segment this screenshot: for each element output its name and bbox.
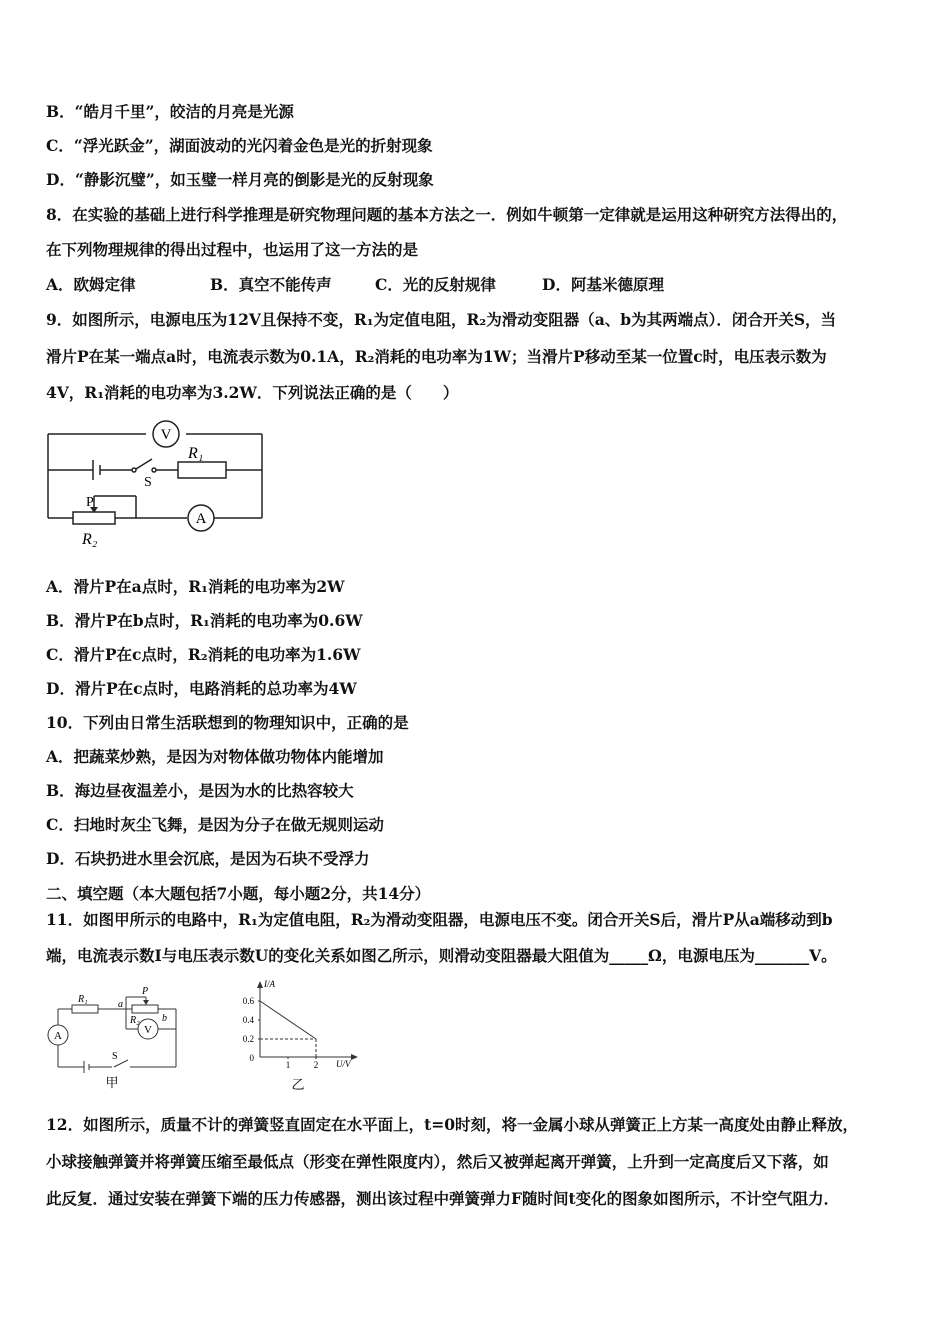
q10-option-d: D．石块扔进水里会沉底，是因为石块不受浮力 [46,849,370,868]
jia-r2-label: R₂ [130,1015,140,1026]
jia-ammeter-label: A [54,1030,62,1042]
section-header: 二、填空题（本大题包括7小题，每小题2分，共14分） [46,884,431,903]
yi-x-axis-label: U/V [336,1059,351,1069]
q10-stem: 10．下列由日常生活联想到的物理知识中，正确的是 [46,713,409,732]
q9-option-d: D．滑片P在c点时，电路消耗的总功率为4W [46,679,357,698]
q10-option-b: B．海边昼夜温差小，是因为水的比热容较大 [46,781,354,800]
jia-b-label: b [162,1013,167,1024]
jia-r1-label: R₁ [78,994,88,1005]
yi-xtick-2: 2 [313,1060,319,1070]
jia-a-label: a [118,999,123,1010]
yi-y-axis-label: I/A [264,979,275,989]
yi-xtick-1: 1 [285,1060,291,1070]
q12-stem-line2: 小球接触弹簧并将弹簧压缩至最低点（形变在弹性限度内），然后又被弹起离开弹簧，上升到一定高度后又下落，如 [46,1152,829,1171]
jia-switch-label: S [112,1051,118,1062]
q11-stem-line1: 11．如图甲所示的电路中，R₁为定值电阻，R₂为滑动变阻器，电源电压不变。闭合开关S后，滑片P从a端移动到b [46,910,833,929]
q8-option-c: C．光的反射规律 [375,275,496,294]
q9-stem-line3: 4V，R₁消耗的电功率为3.2W．下列说法正确的是（ ） [46,383,459,402]
q8-option-a: A．欧姆定律 [46,275,136,294]
q11-stem-line2: 端，电流表示数I与电压表示数U的变化关系如图乙所示，则滑动变阻器最大阻值为_____Ω，电源电压为_______V。 [46,946,837,965]
yi-ytick-0.4: 0.4 [242,1015,254,1025]
q8-option-d: D．阿基米德原理 [542,275,664,294]
q10-option-c: C．扫地时灰尘飞舞，是因为分子在做无规则运动 [46,815,384,834]
q12-stem-line1: 12．如图所示，质量不计的弹簧竖直固定在水平面上，t=0时刻，将一金属小球从弹簧正上方某一高度处由静止释放， [46,1115,859,1134]
r1-label: R₁ [188,445,204,462]
voltmeter-label: V [160,427,172,443]
q9-circuit-diagram [40,418,280,550]
q9-stem-line1: 9．如图所示，电源电压为12V且保持不变，R₁为定值电阻，R₂为滑动变阻器（a、b为其两端点）．闭合开关S，当 [46,310,837,329]
q8-option-b: B．真空不能传声 [210,275,332,294]
q12-stem-line3: 此反复．通过安装在弹簧下端的压力传感器，测出该过程中弹簧弹力F随时间t变化的图象如图所示，不计空气阻力． [46,1189,840,1208]
yi-origin-label: 0 [249,1053,254,1063]
jia-voltmeter-label: V [144,1024,152,1036]
r2-label: R₂ [82,531,98,548]
q9-option-b: B．滑片P在b点时，R₁消耗的电功率为0.6W [46,611,363,630]
switch-label: S [144,475,152,490]
jia-caption: 甲 [105,1075,119,1090]
yi-caption: 乙 [291,1077,305,1092]
slider-label: P [86,495,94,510]
q7-option-d: D．“静影沉璧”，如玉璧一样月亮的倒影是光的反射现象 [46,170,434,189]
q11-graph-yi [228,975,368,1095]
q8-stem-line1: 8．在实验的基础上进行科学推理是研究物理问题的基本方法之一．例如牛顿第一定律就是运用这种研究方法得出的， [46,205,848,224]
ammeter-label: A [195,511,207,527]
q9-option-a: A．滑片P在a点时，R₁消耗的电功率为2W [46,577,345,596]
q9-option-c: C．滑片P在c点时，R₂消耗的电功率为1.6W [46,645,361,664]
yi-ytick-0.2: 0.2 [242,1034,254,1044]
q11-circuit-jia [42,983,192,1091]
jia-p-label: P [142,986,149,997]
q8-stem-line2: 在下列物理规律的得出过程中，也运用了这一方法的是 [46,240,419,259]
q9-stem-line2: 滑片P在某一端点a时，电流表示数为0.1A，R₂消耗的电功率为1W；当滑片P移动至某一位置c时，电压表示数为 [46,347,827,366]
yi-ytick-0.6: 0.6 [242,996,254,1006]
q7-option-c: C．“浮光跃金”，湖面波动的光闪着金色是光的折射现象 [46,136,433,155]
q10-option-a: A．把蔬菜炒熟，是因为对物体做功物体内能增加 [46,747,384,766]
q7-option-b: B．“皓月千里”，皎洁的月亮是光源 [46,102,294,121]
